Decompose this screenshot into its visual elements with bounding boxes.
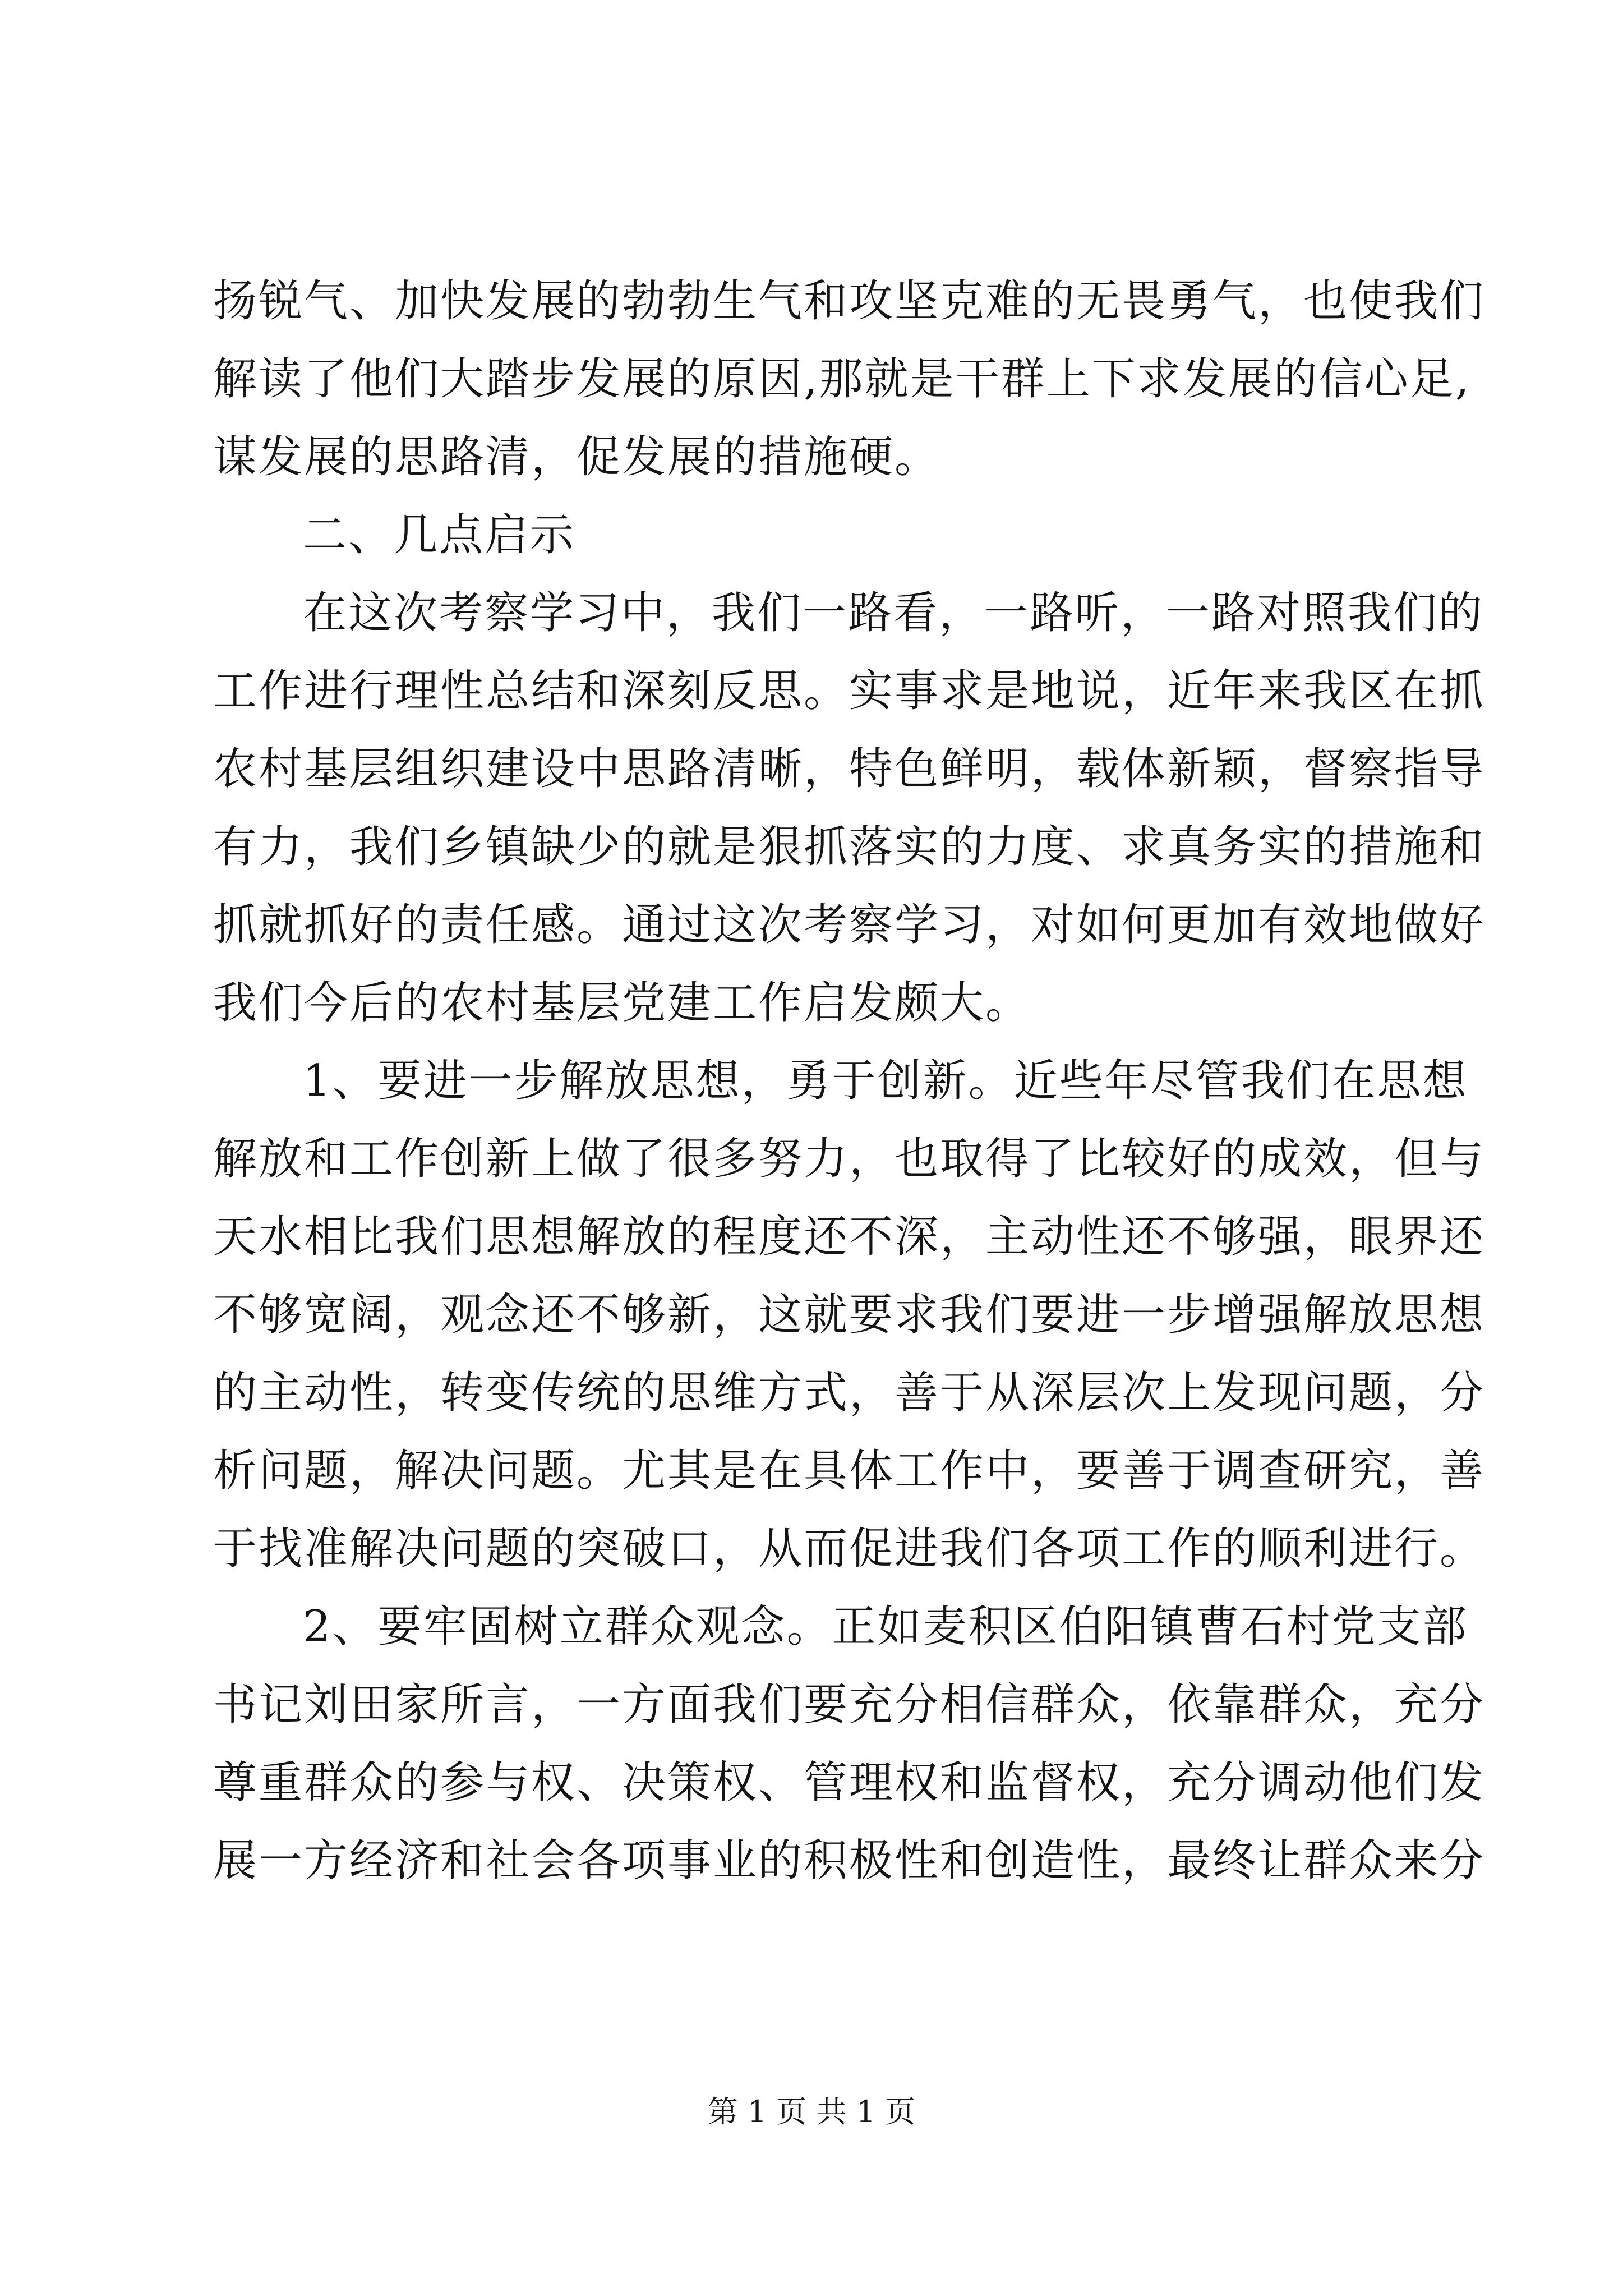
text-line: 的主动性，转变传统的思维方式，善于从深层次上发现问题，分: [213, 1368, 1486, 1418]
page-footer: 第 1 页 共 1 页: [707, 2094, 916, 2129]
text-line: 我们今后的农村基层党建工作启发颇大。: [213, 978, 1031, 1028]
text-line: 书记刘田家所言，一方面我们要充分相信群众，依靠群众，充分: [213, 1680, 1486, 1730]
text-line: 2、要牢固树立群众观念。正如麦积区伯阳镇曹石村党支部: [303, 1602, 1468, 1652]
text-line: 有力，我们乡镇缺少的就是狠抓落实的力度、求真务实的措施和: [213, 822, 1486, 872]
text-line: 尊重群众的参与权、决策权、管理权和监督权，充分调动他们发: [213, 1757, 1486, 1808]
text-line: 于找准解决问题的突破口，从而促进我们各项工作的顺利进行。: [213, 1524, 1486, 1574]
text-line: 解读了他们大踏步发展的原因,那就是干群上下求发展的信心足,: [213, 354, 1471, 404]
text-line: 天水相比我们思想解放的程度还不深，主动性还不够强，眼界还: [213, 1212, 1486, 1262]
text-line: 在这次考察学习中，我们一路看，一路听，一路对照我们的: [303, 588, 1484, 638]
text-line: 谋发展的思路清，促发展的措施硬。: [213, 432, 940, 482]
text-line: 工作进行理性总结和深刻反思。实事求是地说，近年来我区在抓: [213, 666, 1486, 716]
text-line: 不够宽阔，观念还不够新，这就要求我们要进一步增强解放思想: [213, 1290, 1486, 1340]
text-line: 析问题，解决问题。尤其是在具体工作中，要善于调查研究，善: [213, 1446, 1486, 1496]
document-body: [213, 263, 1486, 1900]
section-heading: 二、几点启示: [303, 510, 576, 560]
text-line: 扬锐气、加快发展的勃勃生气和攻坚克难的无畏勇气，也使我们: [213, 276, 1486, 326]
text-line: 农村基层组织建设中思路清晰，特色鲜明，载体新颖，督察指导: [213, 744, 1486, 794]
text-line: 抓就抓好的责任感。通过这次考察学习，对如何更加有效地做好: [213, 900, 1486, 950]
text-line: 1、要进一步解放思想，勇于创新。近些年尽管我们在思想: [303, 1056, 1468, 1106]
text-line: 展一方经济和社会各项事业的积极性和创造性，最终让群众来分: [213, 1835, 1486, 1886]
text-line: 解放和工作创新上做了很多努力，也取得了比较好的成效，但与: [213, 1134, 1486, 1184]
